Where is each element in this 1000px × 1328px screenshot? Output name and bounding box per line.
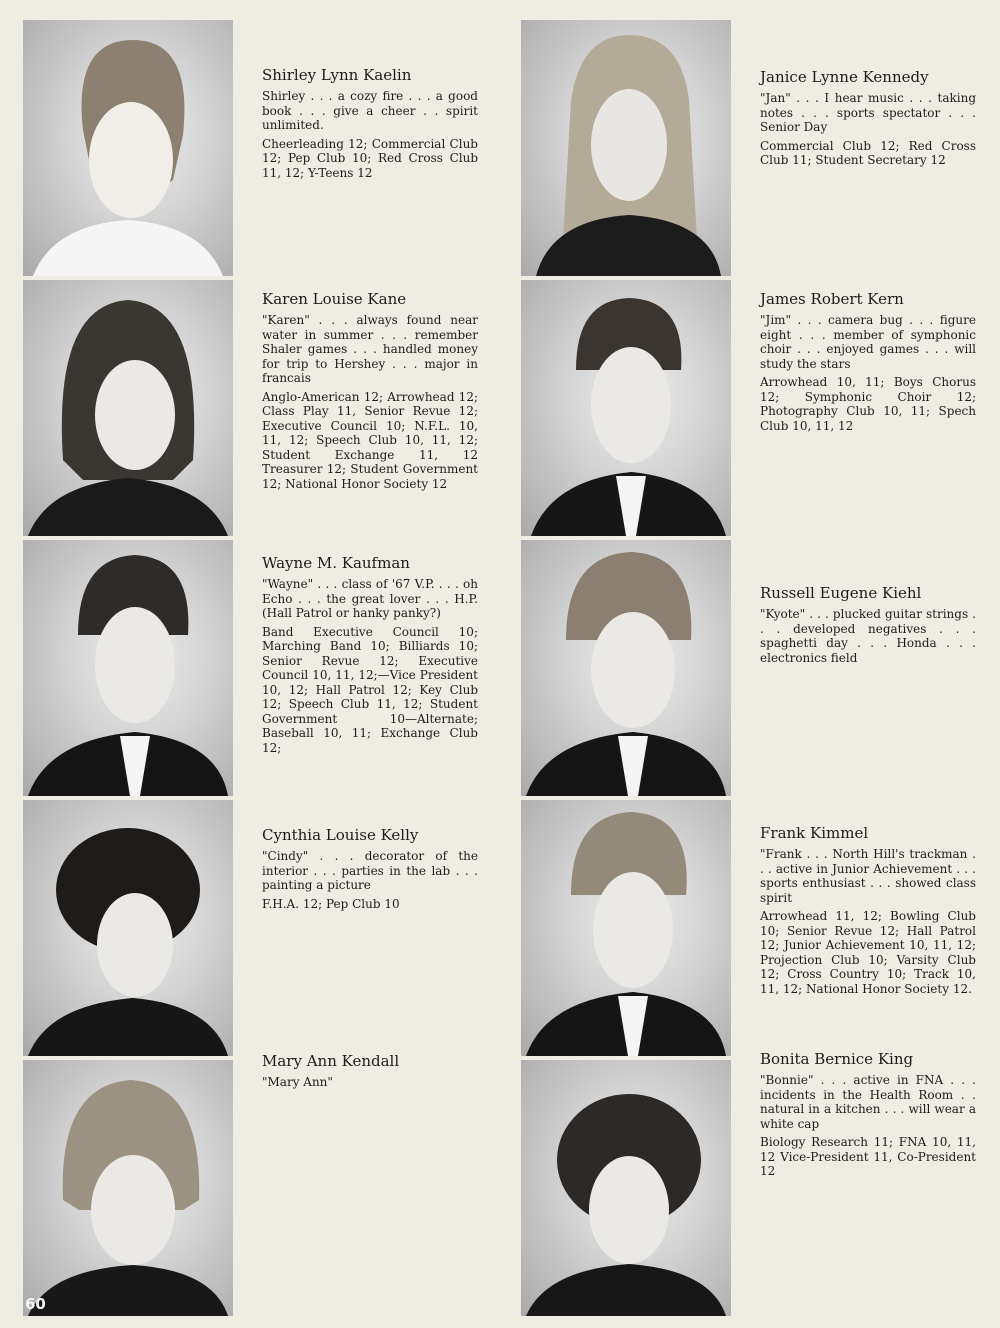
student-name: Frank Kimmel <box>760 824 869 842</box>
portrait-photo <box>23 20 233 276</box>
portrait-photo <box>521 800 731 1056</box>
student-motto: Shirley . . . a cozy fire . . . a good book . . . give a cheer . . spirit unlimited. <box>262 89 478 132</box>
student-name: Karen Louise Kane <box>262 290 407 308</box>
student-name: Shirley Lynn Kaelin <box>262 66 412 84</box>
student-activities: Arrowhead 11, 12; Bowling Club 10; Senior Revue 12; Hall Patrol 12; Junior Achievement 10, 11, 12; Projection Club 10; Varsity Club 12; Cross Country 10; Track 10, 11, 12; National Honor Society 12. <box>760 909 976 996</box>
student-activities: Anglo-American 12; Arrowhead 12; Class Play 11, Senior Revue 12; Executive Council 10; N.F.L. 10, 11, 12; Speech Club 10, 11, 12; Student Exchange 11, 12 Treasurer 12; Student Government 12; National Honor Society 12 <box>262 389 478 491</box>
student-entry <box>760 1050 976 1183</box>
student-motto: "Mary Ann" <box>262 1075 333 1089</box>
portrait-photo <box>23 800 233 1056</box>
student-entry <box>760 68 976 172</box>
student-motto: "Frank . . . North Hill's trackman . . . active in Junior Achievement . . . sports enthusiast . . . showed class spirit <box>760 847 976 905</box>
portrait-photo <box>521 20 731 276</box>
page-number: 60 <box>25 1295 46 1313</box>
student-entry <box>262 66 478 184</box>
student-activities: Cheerleading 12; Commercial Club 12; Pep Club 10; Red Cross Club 11, 12; Y-Teens 12 <box>262 136 478 180</box>
portrait-photo <box>521 540 731 796</box>
student-motto: "Jan" . . . I hear music . . . taking notes . . . sports spectator . . . Senior Day <box>760 91 976 134</box>
student-entry <box>760 290 976 437</box>
student-name: Russell Eugene Kiehl <box>760 584 922 602</box>
student-activities: Commercial Club 12; Red Cross Club 11; Student Secretary 12 <box>760 138 976 167</box>
student-name: Janice Lynne Kennedy <box>760 68 929 86</box>
student-activities: F.H.A. 12; Pep Club 10 <box>262 896 400 911</box>
student-entry <box>262 826 478 915</box>
portrait-photo <box>23 540 233 796</box>
portrait-photo <box>23 280 233 536</box>
student-entry <box>760 824 976 1000</box>
student-name: Bonita Bernice King <box>760 1050 914 1068</box>
student-activities: Arrowhead 10, 11; Boys Chorus 12; Symphonic Choir 12; Photography Club 10, 11; Spech Club 10, 11, 12 <box>760 375 976 433</box>
portrait-photo <box>521 280 731 536</box>
student-name: James Robert Kern <box>760 290 904 308</box>
student-motto: "Bonnie" . . . active in FNA . . . incidents in the Health Room . . natural in a kitchen . . . will wear a white cap <box>760 1073 976 1131</box>
student-name: Wayne M. Kaufman <box>262 554 410 572</box>
student-motto: "Cindy" . . . decorator of the interior . . . parties in the lab . . . painting a picture <box>262 849 478 892</box>
student-motto: "Wayne" . . . class of '67 V.P. . . . oh Echo . . . the great lover . . . H.P. (Hall Patrol or hanky panky?) <box>262 577 478 620</box>
student-activities: Band Executive Council 10; Marching Band 10; Billiards 10; Senior Revue 12; Executive Council 10, 11, 12;—Vice President 10, 12; Hall Patrol 12; Key Club 12; Speech Club 11, 12; Student Government 10—Alternate; Baseball 10, 11; Exchange Club 12; <box>262 624 478 755</box>
student-entry <box>262 1052 478 1094</box>
portrait-photo <box>23 1060 233 1316</box>
student-entry <box>760 584 976 669</box>
student-activities: Biology Research 11; FNA 10, 11, 12 Vice-President 11, Co-President 12 <box>760 1135 976 1178</box>
student-name: Cynthia Louise Kelly <box>262 826 419 844</box>
student-entry <box>262 290 478 495</box>
student-motto: "Jim" . . . camera bug . . . figure eight . . . member of symphonic choir . . . enjoyed games . . . will study the stars <box>760 313 976 371</box>
student-motto: "Karen" . . . always found near water in summer . . . remember Shaler games . . . handled money for trip to Hershey . . . major in francais <box>262 313 478 385</box>
student-entry <box>262 554 478 759</box>
student-motto: "Kyote" . . . plucked guitar strings . . . developed negatives . . . spaghetti day . . . Honda . . . electronics field <box>760 607 976 665</box>
portrait-photo <box>521 1060 731 1316</box>
student-name: Mary Ann Kendall <box>262 1052 400 1070</box>
